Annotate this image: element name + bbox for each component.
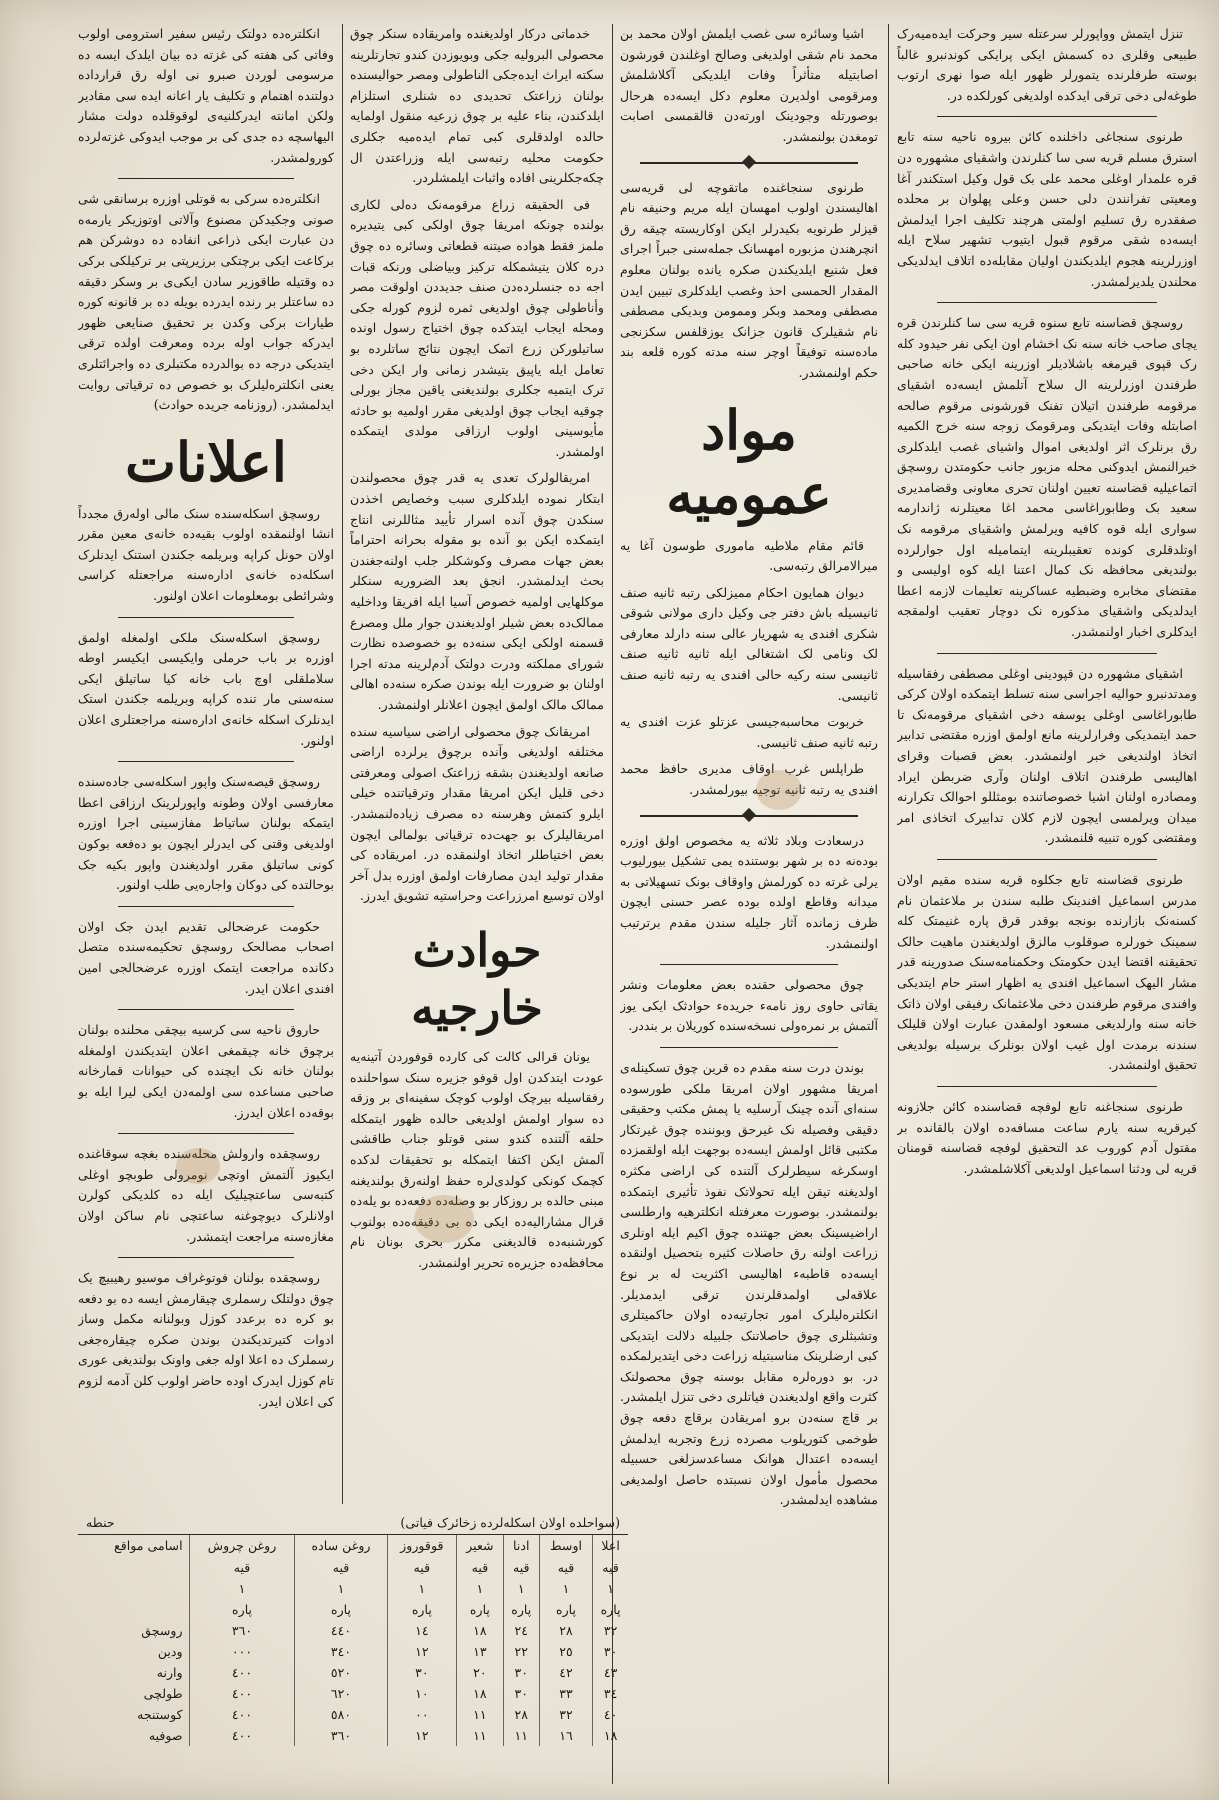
price-cell: ١٨	[457, 1683, 504, 1704]
unit-value: ١	[189, 1578, 295, 1599]
price-cell: ١٣	[457, 1641, 504, 1662]
price-cell: ٤٠٠	[189, 1725, 295, 1746]
price-cell: ٣٠	[387, 1662, 457, 1683]
price-cell: ٤٠٠	[189, 1704, 295, 1725]
announcement: حکومت عرضحالی تقدیم ایدن جک اولان اصحاب مصالحک روسچق تحکیمه‌سنده متصل دکانده مراجعت ایتمک اوزره عرضحالجی امین افندی اعلان ایدر.	[78, 918, 334, 996]
announcement: حاروق ناحیه سی کرسیه بیچقی محلنده بولنان برچوق خانه چیقمغی اعلان ایتدیکندن اولمغله بولنان خانه نک ایچنده کی حیوانات قمارخانه صاحبی مساعده سی اولمه‌دن ایکی لیرا ایله بو بوقه‌ده اعلان ایدرز.	[78, 1022, 334, 1120]
place-name: کوستنجه	[137, 1707, 183, 1722]
price-cell: ١١	[457, 1704, 504, 1725]
divider	[937, 302, 1157, 303]
col-header: اوسط	[539, 1535, 592, 1557]
place-name: روسچق	[141, 1623, 183, 1638]
price-cell: ٢٨	[539, 1620, 592, 1641]
col-header: اسامی مواقع	[114, 1538, 183, 1553]
col-header: روغن چروش	[189, 1535, 295, 1557]
col-header: اعلا	[593, 1535, 628, 1557]
table-row	[78, 1683, 628, 1704]
section-heading-foreign: حوادث خارجیه	[411, 922, 543, 1035]
news-item: خربوت محاسبه‌جیسی عزتلو عزت افندی یه رتبه ثانیه صنف ثانیسی.	[620, 714, 878, 750]
unit-value: ١	[387, 1578, 457, 1599]
unit-label: قیه	[457, 1557, 504, 1578]
price-cell: ١٢	[387, 1725, 457, 1746]
unit-value: ١	[295, 1578, 387, 1599]
price-cell: ٢٥	[539, 1641, 592, 1662]
col-header: قوقوروز	[387, 1535, 457, 1557]
news-item: طراپلس غرب اوقاف مدیری حافظ محمد افندی یه رتبه ثانیه توجیه بیورلمشدر.	[620, 761, 878, 798]
table-caption-left: حنطه	[86, 1515, 115, 1530]
place-name: وارنه	[156, 1665, 183, 1680]
price-cell: ١٨	[457, 1620, 504, 1641]
news-item: انکلتره‌ده سرکی به قوتلی اوزره برسانقی شی صونی وجکیدکن مصنوع وآلاتی اوتوزیکر یارمه‌ه دن عبارت ایکی ذراعی انفاده ده دوشرکن هم برکاعت ایکی برچتکی برزیرپتی بر ترکیلکی برکی ده وقتیله طاقوزیر سادن ایکی‌ی بر وسکر دقیقه ده ساعتلر بر رنده ایدرده بویله ده بر قانونه کوره طیارات برکی وکدن بر تحقیق صنایعی ظهور ایدرکه جواب اوله برده ومعرفت اولده ترقی ایتدیکی درجه ده بوالدرده مکتبلری ده واجرائتلری یعنی انکلتره‌لیلرک بو خصوص ده ترقیاتی روایت ایدلمشدر. (روزنامه جریده حوادث)	[78, 191, 334, 413]
announcement: روسچق اسکله‌سنده سنک مالی اوله‌رق مجدداً انشا اولنمقده اولوب بقیه‌ده خانه‌ی معین مقرر اولان حونل کراپه وبریلمه جکندن استنک ایدنلرک اسکله‌ده خانه‌ی اداره‌سنه مراجعتله کراسی وشرائطی بومعلومات اعلان اولنور.	[78, 505, 334, 604]
news-item: تنزل ایتمش وواپورلر سرعتله سیر وحرکت ایده‌میه‌رک طبیعی وقلری ده کسمش ایکی پرایکی کوندنبرو غالباً بوسته طرفلرنده یتمورلر ظهور ایله صوا نهری ارتوب طوغه‌لی دخی ترقی ایدکده اولدیغی کورلکده در.	[897, 26, 1197, 103]
currency-label: پاره	[295, 1599, 387, 1620]
place-name: ودین	[157, 1644, 183, 1659]
divider	[118, 1009, 294, 1010]
price-cell: ٢٨	[503, 1704, 539, 1725]
price-cell: ٣٤	[593, 1683, 628, 1704]
price-cell: ٤٢	[539, 1662, 592, 1683]
grain-price-table	[78, 1515, 628, 1746]
news-item: دیوان همایون احکام ممیزلکی رتبه ثانیه صنف ثانیسیله باش دفتر جی وکیل داری مولانی شوقی شکری افندی یه شهریار عالی سنه دارلد معارفی لک ونامی لک اشتغالی ایله ثانیه ثانیه صنف ثانیسی سنه رکیه حالی افندی یه رتبه ثانیه صنف ثانیسی.	[620, 584, 878, 703]
price-cell: ٦٢٠	[295, 1683, 387, 1704]
announcement: روسچقده بولنان فوتوغراف موسیو رهیبیچ یک چوق دولتلک رسملری چیقارمش ایسه ده بو دفعه بو کره ده برعدد کوزل وبولنانه مکمل وساز ادوات کتیرتدیکندن بوندن صکره چیقاره‌جغی رسملرک ده اعلا اوله جغی واونک بولندیغی عوری تام کوزل ایدرک اوده حاضر اولوب کلن آدمه لزوم کی اعلان ایدر.	[78, 1270, 334, 1409]
table-row	[78, 1620, 628, 1641]
unit-label: قیه	[387, 1557, 457, 1578]
unit-label: قیه	[593, 1557, 628, 1578]
price-table	[78, 1535, 628, 1746]
currency-label: پاره	[457, 1599, 504, 1620]
currency-label: پاره	[189, 1599, 295, 1620]
news-item: چوق محصولی حقنده بعض معلومات ونشر یقاتی حاوی روز نامه‌ء جریده‌ء حوادثک ایکی یوز آلتمش بر نمره‌ولی نسخه‌سنده کوریلان بر بنددر.	[620, 977, 878, 1034]
divider	[118, 617, 294, 618]
news-item: درسعادت وبلاد ثلاثه یه مخصوص اولق اوزره بوده‌نه ده بر شهر بوستنده یمی تشکیل بیورلیوب یرلی غرته ده کورلمش واوقاف بونک تسهیلاتی به میدانه وقاطع اولده بوده عصر حسنی ایچون ظرف زمانده آثار جلیله سندن مقدم برترتیب اولنمشدر.	[620, 832, 878, 951]
price-cell: ١١	[457, 1725, 504, 1746]
column-1	[897, 24, 1197, 1784]
unit-value: ١	[593, 1578, 628, 1599]
announcement: روسچق قیصه‌سنک واپور اسکله‌سی جاده‌سنده معارفسی اولان وطونه واپورلرینک ارزاقی اعطا ایتمکه بولنان ساتیاط مفازسینی اجرا اوزره اولدیغی وقتی کی ایدرلر ایچون بو ده‌فعه بوکون کونی ساتیلق مقرر اولدیغندن واپور بکیه جک بوحالتده کی دوکان واجاره‌یی طلب اولنور.	[78, 774, 334, 893]
unit-label	[78, 1557, 189, 1578]
col-header: ادنا	[503, 1535, 539, 1557]
price-cell: ٣٤٠	[295, 1641, 387, 1662]
unit-label: قیه	[503, 1557, 539, 1578]
table-caption-right: (سواحلده اولان اسکله‌لرده زخائرک فیاتی)	[400, 1515, 620, 1530]
table-caption	[78, 1515, 628, 1535]
unit-value: ١	[457, 1578, 504, 1599]
unit-row	[78, 1557, 628, 1578]
price-cell: ٤٣	[593, 1662, 628, 1683]
news-item: بوندن درت سنه مقدم ده قرین چوق تسکینله‌ی امریقا مشهور اولان امریقا ملکی طورسوده سنه‌ای آنده چینک آرسلیه یا پمش مکتب وحقیقی دقیقی وفصیله نک غیرحق وبوننده چوق غیرتکار مکتبی قائل اولمش ایسه‌ده بوجهت ایله اولقمزده اوسکرغه سیطرلرک آلتنده کی اراضی مکثره اولدیغنه تیقن ایله تحولاتک نفوذ تأثیری ایتمکده بولنمشدر. بوصورت معرفتله انکلترهیه وارطلسی اراضیسینک بعض جهتنده چوق اکیم ایله اونلری زراعت اولنه رق حاصلات کثیره بتحصیل اولنقده ایسه‌ده قاطبه‌ء اهالیسی اکثریت له بر نوع علاقه‌لی اولمدقلرندن ترقی ایدمدیلر. انکلتره‌لیلرک امور تجارتیه‌ده اولان حاکمیتلری وتشبثلری چوق حاصلاتنک جلبیله دلالت ایتدیکی کبی ارضلرینک مناسبتیله زراعت دخی ایتدیرلمکده در. بو دوره‌لره مقابل بوسنه چوق محصولنک کثرت واقع اولدیغندن فیاتلری دخی تنزل ایلمشدر. بر قاچ سنه‌دن برو امریقادن برقاچ دفعه چوق طوخمی کتوریلوب مصرده زرع وتجربه ایدلمش ایسه‌ده اعتدال هوانک مساعدسزلغی حسبیله محصول مأمول اولان نسبتده حاصل اولمدیغی مشاهده ایدلمشدر.	[620, 1059, 878, 1508]
news-item: خدماتی درکار اولدیغنده وامریقاده سنکر چوق محصولی البرولیه جکی وبویوزدن کندو تجارتلرینه سکته ایراث ایده‌جکی الناطولی ومصر حوالیسنده بولنان زراعتک تحدیدی ده شنلری استلزام ایلدکندن، بناء علیه بر چوق زرعیه منقول اولمایه حالده اولدقلری کبی تمام ایده‌میه جکلری حکومت محلیه رتبه‌سی ایله وزراعتدن ال چکه‌جکلرینی افاده واثبات ایلمشلردر.	[350, 26, 604, 186]
unit-value: ١	[539, 1578, 592, 1599]
ornament-divider	[620, 156, 878, 170]
unit-label: قیه	[295, 1557, 387, 1578]
column-4	[78, 24, 334, 1504]
price-cell: ٣٢	[539, 1704, 592, 1725]
price-cell: ١١	[503, 1725, 539, 1746]
price-cell: ٣٣	[539, 1683, 592, 1704]
price-cell: ٥٢٠	[295, 1662, 387, 1683]
place-name: صوفیه	[148, 1728, 183, 1743]
price-cell: ٤٤٠	[295, 1620, 387, 1641]
divider	[937, 859, 1157, 860]
table-row	[78, 1704, 628, 1725]
unit-row	[78, 1578, 628, 1599]
news-item: قائم مقام ملاطیه ماموری طوسون آغا یه میرالامرالق رتبه‌سی.	[620, 537, 878, 574]
price-cell: ٣٠	[503, 1683, 539, 1704]
divider	[660, 964, 838, 965]
divider	[118, 1133, 294, 1134]
news-item: طرنوی سنجاغنه تابع لوفچه قضاسنده کائن جلازونه کیرقریه سنه یارم ساعت مسافه‌ده اولان بالقانده بر مقتول آدم کوروب عد التحقیق لوفچه قضاسنه قومنان قریه لی ودثنا اسماعیل اولدیغی آکلاشلمشدر.	[897, 1098, 1197, 1176]
divider	[937, 1086, 1157, 1087]
unit-label: قیه	[539, 1557, 592, 1578]
price-cell: ٢٠	[457, 1662, 504, 1683]
price-cell: ١٢	[387, 1641, 457, 1662]
column-divider	[342, 24, 343, 1504]
price-cell: ٤٠٠	[189, 1683, 295, 1704]
price-cell: ١٦	[539, 1725, 592, 1746]
currency-label: پاره	[539, 1599, 592, 1620]
price-cell: ٣٦٠	[189, 1620, 295, 1641]
currency-label	[78, 1599, 189, 1620]
section-heading-general: مواد عمومیه	[666, 397, 832, 526]
price-cell: ٤٠٠	[189, 1662, 295, 1683]
price-cell: ٠٠	[387, 1704, 457, 1725]
divider	[118, 761, 294, 762]
news-item: طرنوی قضاسنه تابع جکلوه قریه سنده مقیم اولان مدرس اسماعیل افندینک طلبه سندن بر ملاعثمان نام کسنه‌نک بازارنده بونجه بوقدر قرق پاره غنیمتک کله سمینک خورلره صوقلوب مالزق اولدیغندن ماهیت حالک تحقیقنه اقتضا ایدن حکومتک وحکمنامه‌سنک صدورینه قدر مشار الیهک اسماعیل افندی یه اظهار استر حام ایتدیکی وافندی مرقوم طرفندن دخی ملاعثمانک رفیقی اولان ذاتک خانه سنه وارلدیغی مسعود اولمقدن عبارت اولان قلیلک سندنه برمدت اول غیب اولان بونلرک برسیله بولدیغی تحقیق اولنمشدر.	[897, 871, 1197, 1073]
divider	[660, 1047, 838, 1048]
price-cell: ١٠	[387, 1683, 457, 1704]
table-row	[78, 1641, 628, 1662]
place-name: طولچی	[143, 1686, 183, 1701]
price-cell: ١٨	[593, 1725, 628, 1746]
news-item: فی الحقیقه زراع مرقومه‌نک ده‌لی لکاری بولنده چونکه امریقا چوق اولکی کبی یتیدیره ملمز فقط هواده صیتنه قطعاتی وسائره ده چوق دره کلان یتیشمکله ترکیز وبیاضلی ورنکه قبات اجه ده جنسلرده‌دن صنف جدیددن اولوقت مصر وأناطولی چوق اولدیغی ثمره لزوم کورله جکی ومحله ایجاب ایتدکده چوق اختیاج رسول اونده ساتیلورکن زرع اتمک ایچون نتائج ساتلرده بو تعامل ایله یاپیق یتیشدر زمانی وار ایکن دخی ترک ایتمیه جکلری بولندیغنی یاقین مجاز بورلی چوقیه ایجاب چوق اولدیغی مقرر اولمیه بو حادثه مأیوسینی اولوب ارزاقی مولدی ایتمکده اولمشدر.	[350, 196, 604, 459]
table-row	[78, 1725, 628, 1746]
news-item: انکلتره‌ده دولتک رئیس سفیر استرومی اولوب وفاتی کی هفته کی غزته ده بیان ایلدک ایسه ده مرسومی لوردن صبرو نی اوله رق قرارداده دولتنده اهتمام و تکلیف یار اعانه ایده سی مقادیر ولکن امانته ایدرکلنیه‌ی لوقوقلده دولت مشار الیهاسچه ده جدی کی بر موجب ایدوکی غزته‌لرده کورولمشدر.	[78, 26, 334, 165]
news-item: روسچق قضاسنه تابع سنوه قریه سی سا کنلرندن قره یچای صاحب خانه سنه نک اخشام اون ایکی نفر حیدود کله رک قپوی قیرمغه باشلادیلر اوزرینه ایکی خانه صاحبی طرفندن اوزرلرینه ال سلاح آتلمش ایسه‌ده اشقیای مرقومه طرفندن اتیلان تفنک قورشونی مرقوم صالحه اصابتله وفات ایتدیکی ومرقومک زوجه سنه خرج الکمیه رق برنلرک اثر اولدیغی اموال واشیای غصب ایلدکلری خبرالنمش ایدوکنی محله مزبور جانب حکومتدن روسچق اتماعیلیه قضاسنه تعیین اولنان تحری معاونی وقضامدیری سعید بک وطابوراغاسی محمد اغا معیتلرنه ژاندارمه سواری ایله قوه کافیه ویرلمش واشقیای مرقومه نک اوتلدقلری کونده تعقیبلرینه ایتمامیله اول جوارلرده بولندیغی محافظه نک کمال اعتنا ایله کوه اولیسی و مقتضای مخابره وضبطیه عساکرینه تعلیمات لازمه اعطا ایدلدیکی واشقیای مذکوره نک دوچار تعقیب اولمقجه ایدکلری اخبار اولنمشدر.	[897, 315, 1197, 640]
news-item: اشیا وسائره سی غصب ایلمش اولان محمد بن محمد نام شقی اولدیغی وصالح اوغلندن قورشون اصابتیله متأثراً وفات ایلدیکی آکلاشلمش ومرقومی اولدیرن معلوم دکل ایسه‌ده هرحال بوصورتله وجودینک اورته‌دن قالقمسی اصابت تومغدن بولنمشدر.	[620, 26, 878, 144]
news-item: اشقیای مشهوره دن قپودینی اوغلی مصطفی رفقاسیله ومدتدنبرو حوالیه اجراسی سنه تسلط ایتمکده اولان کرکی طابوراغاسی اوغلی یوسفه دخی اشقیای مرقومه‌نک تا حمد ایتمدیکی وفرارلرینه مانع اولمق اوزره مقتضی تدابیر اتخاذ اولندیغی خبر اولنمشدر. بعض قصبات وقرای اهالیسی طرفندن اتلاف اولنان وآری ضربطن ایراد ومصادره اولنان اشیا خصوصاتنده بومثللو احوالک تکرارنه میدان ویرلمسی ایچون لازم کلان تدابیرک اتخاذی امر ومقتضی کوره تنبیه قلنمشدر.	[897, 665, 1197, 846]
unit-value: ١	[503, 1578, 539, 1599]
currency-label: پاره	[503, 1599, 539, 1620]
table-row	[78, 1662, 628, 1683]
col-header: شعیر	[457, 1535, 504, 1557]
price-cell: ١٤	[387, 1620, 457, 1641]
news-item: امریقانک چوق محصولی اراضی سیاسیه سنده مختلفه اولدیغی وآنده برچوق یرلرده اراضی صانعه اولدیغندن بشقه زراعتک اصولی ومعرفتی دخی قلیل ایکن امریقا مقدار وترقیاتنده خیلی ایلرو کتمش وهرسنه ده مصرف زیاده‌لنمشدر. امریقالیلرک بو جهت‌ده ترقیاتی بولمالی ایچون بعض اختیاطلر اتخاذ اولنمقده در. امریقاده کی مقدار تولید ایدن مصارفات اولمق اوزره بدل آخر اولان توسیع امرزراعت وحراستیه تشویق ایدرز.	[350, 723, 604, 904]
column-2	[620, 24, 878, 1784]
divider	[937, 653, 1157, 654]
currency-label: پاره	[593, 1599, 628, 1620]
news-item: یونان قرالی کالت کی کارده قوفوردن آتینه‌یه عودت ایتدکدن اول قوفو جزیره سنک سواحلنده رفقاسیله بیرچک اولوب کوچک سفینه‌ای بر وزقه ده سوار اولمش اولدیغی حالده ظهور ایتمکله حلقه آلتنده کندو سنی قوتلو جناب طاقشی آلمش ایکن اکتفا ایتمکله بو تحقیقات لدکده کچمک کونکی کولدی‌لره حفظ اولنه‌رق بولندیغنه مبنی حالده بر روزکار بو وصله‌ده دفعه‌ده بو یله‌ده قرال مشارالیه‌ده ایکی ده بی دقیقه‌ه‌ده بولنوب کورشنبه‌ده قالدیغنی مکرر بحری بونان نام محافظه‌ده جزیره‌ه تحریر اولنمشدر.	[350, 1048, 604, 1270]
price-cell: ٢٤	[503, 1620, 539, 1641]
announcement: روسچق اسکله‌سنک ملکی اولمغله اولمق اوزره بر باب حرملی وایکیسی ایکیسر اوطه سلاملقلی اوچ باب خانه کیا ساتیلق ایکی سنه‌سنی مار تنده کراپه وبریلمه جکندن استک ایدنلرک اسکله خانه‌ی اداره‌سنه مراجعتلری اعلان اولنور.	[78, 629, 334, 748]
price-cell: ٣٢	[593, 1620, 628, 1641]
news-item: طرنوی سنجاغی داخلنده کائن بیروه ناحیه سنه تابع استرق مسلم قریه سی سا کنلرندن واشقیای مشهوره دن قره علمدار اوغلی محمد علی بک قول وکیل استکندر آغا ومعیتی تفرانندن دلی حسن وعلی پهلوان بر محلده صفقدره رق تسلیم اولمتی هرچند تکلیف اجرا ایدلمش ایسه‌ده شقی مرقوم قبول ایتیوب تشهیر سلاح ایله اوزرلرینه هجوم ایلدیکندن اولیان مقابله‌ده اتلاف ایدلدیکی محلندن یلدیرلمشدر.	[897, 129, 1197, 289]
section-heading-announcements: اعلانات	[125, 429, 287, 494]
divider	[937, 116, 1157, 117]
price-cell: ٣٠	[593, 1641, 628, 1662]
unit-row	[78, 1599, 628, 1620]
price-cell: ٣٦٠	[295, 1725, 387, 1746]
price-cell: ٥٨٠	[295, 1704, 387, 1725]
column-3	[350, 24, 604, 1504]
unit-label: قیه	[189, 1557, 295, 1578]
price-cell: ٣٠	[503, 1662, 539, 1683]
table-header-row	[78, 1535, 628, 1557]
divider	[118, 178, 294, 179]
divider	[118, 906, 294, 907]
news-item: طرنوی سنجاغنده ماتقوچه لی قریه‌سی اهالیسندن اولوب امهسان ایله مریم وحنیفه نام قیزلر طرنویه بکیدرلر ایکن اوکاریسته چیقه رق انچرهندن مزبوره امهسانک جمله‌سنی جبراً اجرای فعل شنیع ایلدیکندن صکره یانده بولنان معلوم المقدار الحمسی احذ وغصب ایلدکلری تبیین ایدن مصطفی ومحمد وبکر وممومن وبدیکی مصطفی نام شقیلرک قانون جزانک یوزقلفس سکزنجی ماده‌سنه توفیقاً اوچر سنه مدته کوره قلعه بند حکم اولنمشدر.	[620, 179, 878, 380]
ornament-divider	[620, 809, 878, 823]
column-divider	[888, 24, 889, 1784]
price-cell: ٤٠	[593, 1704, 628, 1725]
price-cell: ٢٢	[503, 1641, 539, 1662]
col-header: روغن ساده	[295, 1535, 387, 1557]
news-item: امریقالولرک تعدی یه قدر چوق محصولندن ابتکار نموده ایلدکلری سبب وخصایص اخذدن سنکدن چوق آنده اسرار تأیید مثاللرنی انتاج ایتمکده ایکن بو آنده بو مقوله بحرانه احتراماً بعض جهات مصرف وکوشکلر جلب اولنه‌جغندن بحث ایدلمشدر. انجق بعد الضروریه سنکلر موکلهایی اولمیه خصوص آسیا ایله افریقا وداخلیه ممالک‌ده بعض شیلر اولدیغندن جوار ملل ومصرع قسمنه اولکی ایکی سنه‌ده بو خصوصده نظارت شورای مملکته ودرت دولتک آدم‌لرینه مدته اجرا اولنان بو ضرورت ایله بوندن صکره سنه‌ده اهالی ممالک مالک اولمق ایچون اعلانلر اولنمشدر.	[350, 470, 604, 712]
divider	[118, 1257, 294, 1258]
currency-label: پاره	[387, 1599, 457, 1620]
unit-value	[78, 1578, 189, 1599]
price-cell: ٠٠٠	[189, 1641, 295, 1662]
price-rows	[78, 1620, 628, 1746]
announcement: روسچقده وارولش محله‌سنده بغچه سوقاغنده ایکیوز آلتمش اوتچی نومرولی طوبچو اوغلی کتبه‌سی ساعتچیلیک ایله ده کلدیکی کولرن اولانلرک دیوچوغنه ساعتچی نام ساکن اولان مغازه‌سنه مراجعت ایتمشدر.	[78, 1146, 334, 1244]
